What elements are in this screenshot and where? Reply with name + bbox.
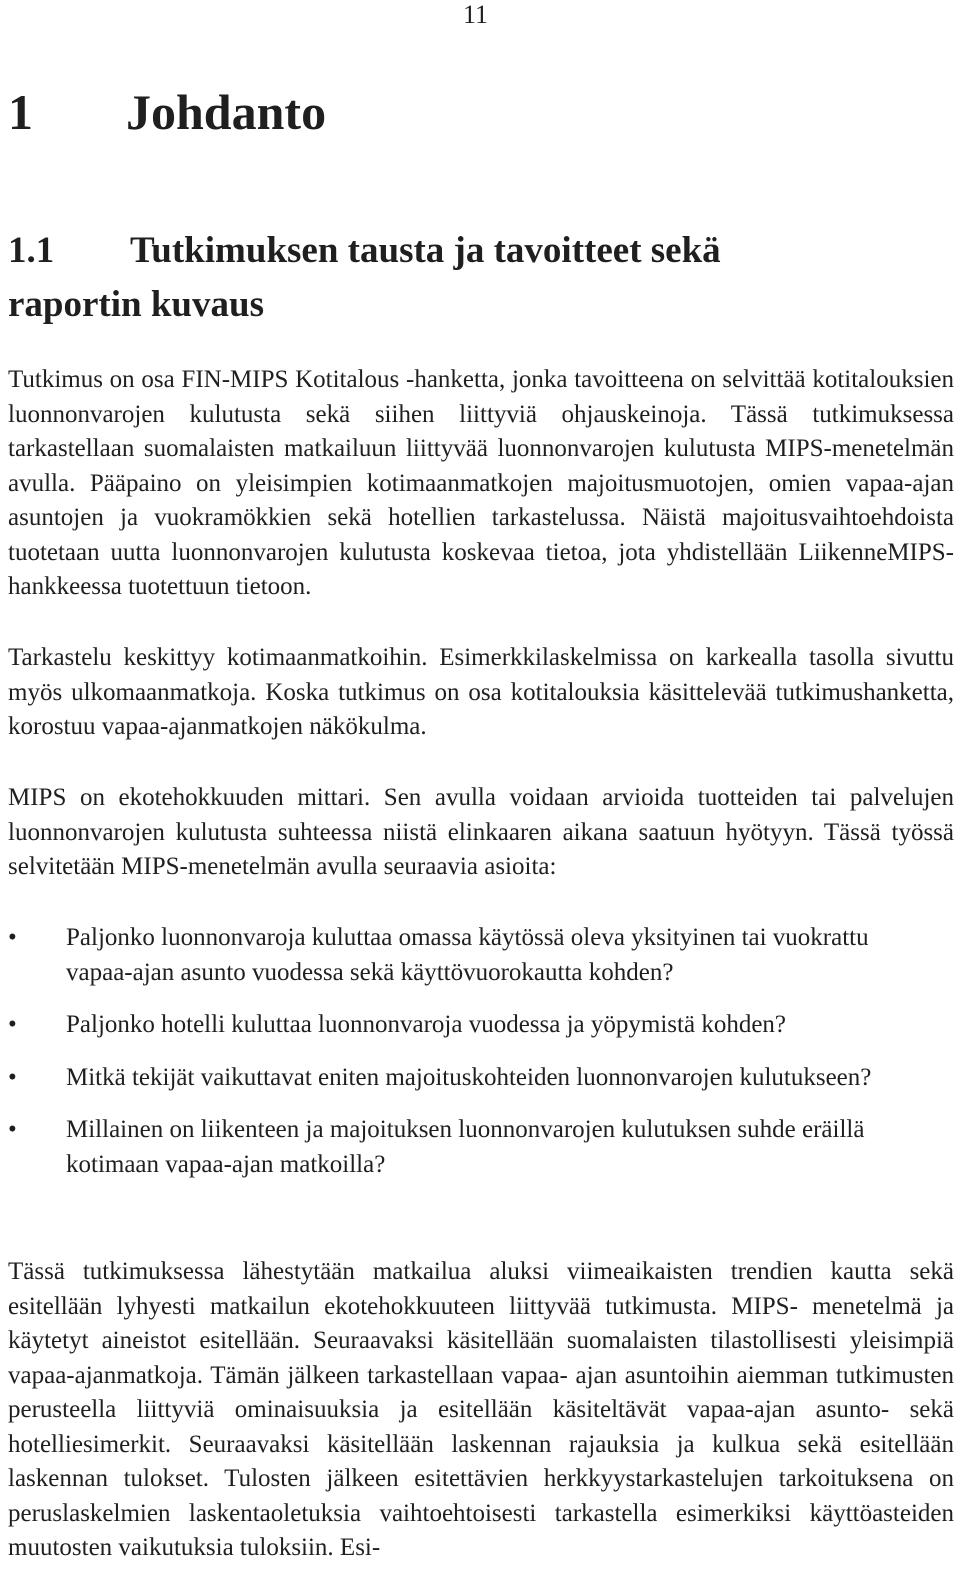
- page-number: 11: [463, 0, 489, 29]
- list-item: [8, 1113, 896, 1182]
- bullet-icon: •: [8, 1011, 17, 1038]
- bullet-icon: •: [8, 924, 17, 951]
- section-title-line2: raportin kuvaus: [8, 284, 264, 325]
- section-heading: [8, 224, 948, 332]
- paragraph-focus: Tarkastelu keskittyy kotimaanmatkoihin. Esimerkkilaskelmissa on karkealla tasolla sivuttu myös ulkomaanmatkoja. Koska tutkimus on osa kotitalouksia käsittelevää tutkimushanketta, korostuu vapaa-ajanmatkojen näkökulma.: [8, 644, 954, 740]
- paragraph-structure: Tässä tutkimuksessa lähestytään matkailua aluksi viimeaikaisten trendien kautta sekä esitellään lyhyesti matkailun ekotehokkuuteen liittyvää tutkimusta. MIPS- menetelmä ja käytetyt aineistot esitellään. Seuraavaksi käsitellään suomalaisten tilastollisesti yleisimpiä vapaa-ajanmatkoja. Tämän jälkeen tarkastellaan vapaa- ajan asuntoihin aiemman tutkimusten perusteella liittyviä ominaisuuksia ja esitellään käsiteltävät vapaa-ajan asunto- sekä hotelliesimerkit. Seuraavaksi käsitellään laskennan rajauksia ja kulkua sekä esitellään laskennan tulokset. Tulosten jälkeen esitettävien herkkyystarkastelujen tarkoituksena on peruslaskelmien laskentaoletuksia vaihtoehtoisesti tarkastella esimerkiksi käyttöasteiden muutosten vaikutuksia tuloksiin. Esi-: [8, 1258, 954, 1561]
- bullet-icon: •: [8, 1116, 17, 1143]
- list-item: [8, 1061, 896, 1096]
- chapter-title: Johdanto: [126, 84, 327, 140]
- bullet-icon: •: [8, 1063, 17, 1091]
- chapter-heading: [8, 84, 326, 140]
- list-item: [8, 1008, 896, 1043]
- paragraph-mips: MIPS on ekotehokkuuden mittari. Sen avulla voidaan arvioida tuotteiden tai palvelujen luonnonvarojen kulutusta suhteessa niistä elinkaaren aikana saatuun hyötyyn. Tässä työssä selvitetään MIPS-menetelmän avulla seuraavia asioita:: [8, 784, 954, 880]
- research-questions-list: [8, 921, 908, 1200]
- paragraph-intro: Tutkimus on osa FIN-MIPS Kotitalous -hanketta, jonka tavoitteena on selvittää kotitalouksien luonnonvarojen kulutusta sekä siihen liittyviä ohjauskeinoja. Tässä tutkimuksessa tarkastellaan suomalaisten matkailuun liittyvää luonnonvarojen kulutusta MIPS-menetelmän avulla. Pääpaino on yleisimpien kotimaanmatkojen majoitusmuotojen, omien vapaa-ajan asuntojen ja vuokramökkien sekä hotellien tarkastelussa. Näistä majoitusvaihtoehdoista tuotetaan uutta luonnonvarojen kulutusta koskevaa tietoa, jota yhdistellään LiikenneMIPS-hankkeessa tuotettuun tietoon.: [8, 366, 954, 600]
- chapter-number: 1: [8, 84, 33, 140]
- section-number: 1.1: [8, 230, 55, 271]
- list-item: [8, 921, 896, 990]
- list-item-text: Millainen on liikenteen ja majoituksen luonnonvarojen kulutuksen suhde eräillä kotimaan vapaa-ajan matkoilla?: [66, 1116, 865, 1178]
- list-item-text: Mitkä tekijät vaikuttavat eniten majoituskohteiden luonnonvarojen kulutukseen?: [66, 1063, 872, 1091]
- section-title-line1: Tutkimuksen tausta ja tavoitteet sekä: [130, 230, 721, 271]
- list-item-text: Paljonko luonnonvaroja kuluttaa omassa käytössä oleva yksityinen tai vuokrattu vapaa-ajan asunto vuodessa sekä käyttövuorokautta kohden?: [66, 924, 869, 986]
- list-item-text: Paljonko hotelli kuluttaa luonnonvaroja vuodessa ja yöpymistä kohden?: [66, 1011, 787, 1038]
